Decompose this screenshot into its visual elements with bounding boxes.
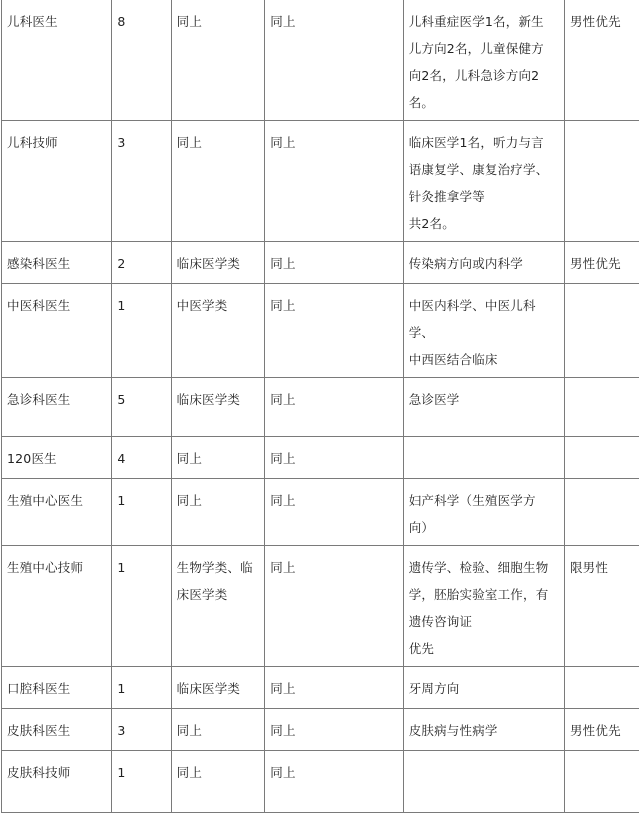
education-cell: 同上: [265, 709, 403, 751]
major-line: 生物学类、临: [177, 554, 261, 581]
direction-line: 针灸推拿学等: [409, 183, 560, 210]
table-row: [2, 121, 639, 242]
major-cell: 临床医学类: [171, 242, 265, 284]
note-cell: [564, 437, 639, 479]
education-cell: 同上: [265, 751, 403, 813]
direction-cell: [403, 479, 564, 546]
direction-cell: [403, 0, 564, 121]
direction-line: 中医内科学、中医儿科: [409, 292, 560, 319]
recruitment-table: [1, 0, 639, 813]
direction-line: 儿科重症医学1名，新生: [409, 8, 560, 35]
table-row: [2, 242, 639, 284]
note-cell: [564, 378, 639, 437]
direction-cell: [403, 378, 564, 437]
education-cell: 同上: [265, 667, 403, 709]
direction-line: 向2名，儿科急诊方向2: [409, 62, 560, 89]
education-cell: 同上: [265, 546, 403, 667]
table-row: [2, 284, 639, 378]
position-cell: 生殖中心技师: [2, 546, 112, 667]
major-cell: 中医学类: [171, 284, 265, 378]
direction-line: 传染病方向或内科学: [409, 250, 560, 277]
note-cell: [564, 667, 639, 709]
position-cell: 儿科技师: [2, 121, 112, 242]
direction-line: 儿方向2名，儿童保健方: [409, 35, 560, 62]
table-row: [2, 479, 639, 546]
direction-cell: [403, 667, 564, 709]
count-cell: 1: [112, 479, 171, 546]
major-cell: 同上: [171, 479, 265, 546]
table-row: [2, 667, 639, 709]
note-cell: [564, 751, 639, 813]
direction-cell: [403, 709, 564, 751]
count-cell: 8: [112, 0, 171, 121]
direction-line: 语康复学、康复治疗学、: [409, 156, 560, 183]
table-row: [2, 437, 639, 479]
count-cell: 3: [112, 709, 171, 751]
note-cell: [564, 479, 639, 546]
education-cell: 同上: [265, 0, 403, 121]
major-cell: 同上: [171, 0, 265, 121]
direction-cell: [403, 242, 564, 284]
note-cell: 男性优先: [564, 0, 639, 121]
count-cell: 1: [112, 546, 171, 667]
table-row: [2, 709, 639, 751]
education-cell: 同上: [265, 284, 403, 378]
count-cell: 4: [112, 437, 171, 479]
table-row: [2, 546, 639, 667]
major-cell: [171, 546, 265, 667]
direction-line: 急诊医学: [409, 386, 560, 413]
direction-cell: [403, 546, 564, 667]
major-line: 床医学类: [177, 581, 261, 608]
direction-line: 名。: [409, 89, 560, 116]
count-cell: 1: [112, 751, 171, 813]
table-row: [2, 751, 639, 813]
direction-line: 学、: [409, 319, 560, 346]
major-cell: 同上: [171, 121, 265, 242]
direction-line: 遗传学、检验、细胞生物: [409, 554, 560, 581]
direction-cell: [403, 437, 564, 479]
count-cell: 5: [112, 378, 171, 437]
position-cell: 口腔科医生: [2, 667, 112, 709]
direction-line: 临床医学1名，听力与言: [409, 129, 560, 156]
major-cell: 同上: [171, 751, 265, 813]
count-cell: 1: [112, 284, 171, 378]
direction-line: 向）: [409, 514, 560, 541]
direction-line: 遗传咨询证: [409, 608, 560, 635]
education-cell: 同上: [265, 479, 403, 546]
direction-line: 优先: [409, 635, 560, 662]
position-cell: 皮肤科技师: [2, 751, 112, 813]
note-cell: 男性优先: [564, 709, 639, 751]
position-cell: 急诊科医生: [2, 378, 112, 437]
note-cell: [564, 284, 639, 378]
position-cell: 120医生: [2, 437, 112, 479]
major-cell: 同上: [171, 709, 265, 751]
direction-line: 共2名。: [409, 210, 560, 237]
position-cell: 皮肤科医生: [2, 709, 112, 751]
position-cell: 生殖中心医生: [2, 479, 112, 546]
table-row: [2, 0, 639, 121]
direction-line: 学，胚胎实验室工作，有: [409, 581, 560, 608]
note-cell: [564, 121, 639, 242]
direction-cell: [403, 751, 564, 813]
direction-cell: [403, 121, 564, 242]
note-cell: 限男性: [564, 546, 639, 667]
direction-line: 中西医结合临床: [409, 346, 560, 373]
major-cell: 同上: [171, 437, 265, 479]
education-cell: 同上: [265, 378, 403, 437]
major-cell: 临床医学类: [171, 667, 265, 709]
position-cell: 儿科医生: [2, 0, 112, 121]
education-cell: 同上: [265, 242, 403, 284]
direction-line: 皮肤病与性病学: [409, 717, 560, 744]
count-cell: 2: [112, 242, 171, 284]
count-cell: 1: [112, 667, 171, 709]
education-cell: 同上: [265, 121, 403, 242]
direction-cell: [403, 284, 564, 378]
direction-line: 牙周方向: [409, 675, 560, 702]
table-row: [2, 378, 639, 437]
major-cell: 临床医学类: [171, 378, 265, 437]
position-cell: 感染科医生: [2, 242, 112, 284]
education-cell: 同上: [265, 437, 403, 479]
position-cell: 中医科医生: [2, 284, 112, 378]
note-cell: 男性优先: [564, 242, 639, 284]
count-cell: 3: [112, 121, 171, 242]
direction-line: 妇产科学（生殖医学方: [409, 487, 560, 514]
